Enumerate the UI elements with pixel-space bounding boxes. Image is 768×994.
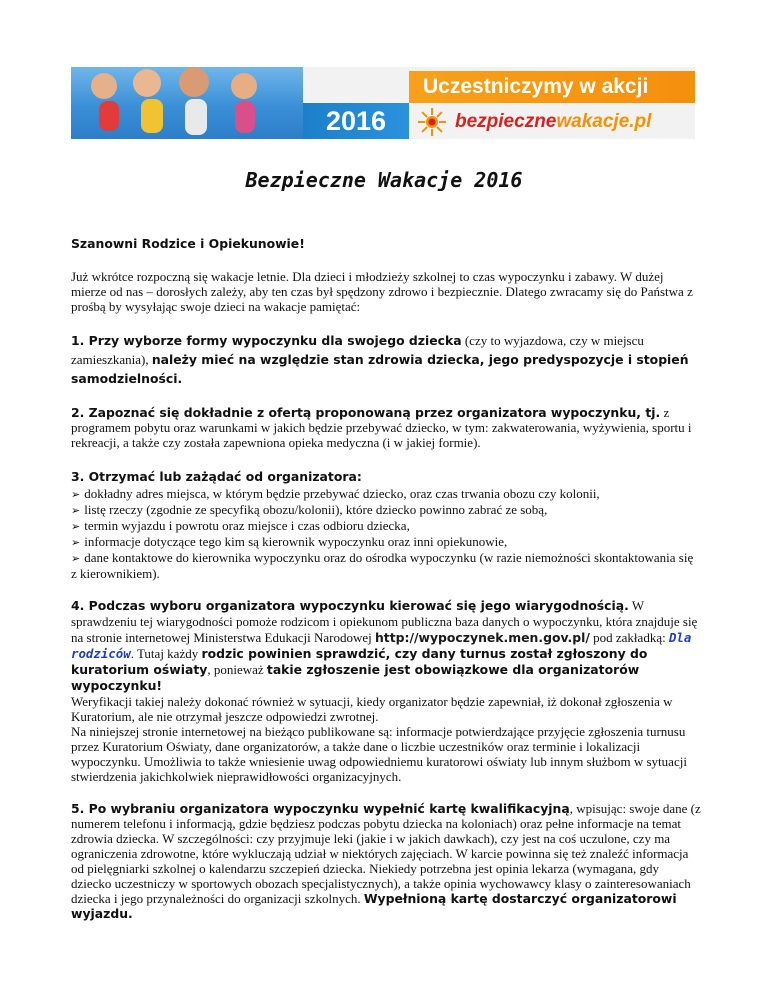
section-4-emphasis: rodzic powinien sprawdzić, czy dany turnus został zgłoszony do kuratorium oświaty (71, 646, 648, 677)
page-title: Bezpieczne Wakacje 2016 (245, 168, 523, 192)
section-4-verification: Weryfikacji takiej należy dokonać również w sytuacji, kiedy organizator będzie zapewniał, iż dokonał zgłoszenia w Kuratorium, ale nie otrzymał jeszcze odpowiedzi zwrotnej. (71, 694, 673, 724)
arrow-bullet-icon: ➢ (71, 552, 81, 565)
section-4-heading: 4. Podczas wyboru organizatora wypoczynku kierować się jego wiarygodnością. (71, 598, 629, 613)
arrow-bullet-icon: ➢ (71, 504, 81, 517)
section-4-published-info: Na niniejszej stronie internetowej na bieżąco publikowane są: informacje potwierdzające przyjęcie zgłoszenia turnusu przez Kuratorium Oświaty, dane organizatorów, a także dane o liczbie uczestników oraz terminie i lokalizacji wypoczynku. Umożliwia to także wniesienie uwag odpowiedniemu kuratorowi oświaty lub innym służbom w sytuacji stwierdzenia jakichkolwiek nieprawidłowości organizacyjnych. (71, 724, 687, 784)
section-1 (71, 331, 701, 388)
section-4-paragraph: 4. Podczas wyboru organizatora wypoczynku kierować się jego wiarygodnością. W sprawdzeniu tej wiarygodności pomoże rodzicom i opiekunom publiczna baza danych o wypoczynku, która znajduje się na stronie internetowej Ministerstwa Edukacji Narodowej http://wypoczynek.men.gov.pl/ pod zakładką: Dla rodziców. Tutaj każdy rodzic powinien sprawdzić, czy dany turnus został zgłoszony do kuratorium oświaty, ponieważ takie zgłoszenie jest obowiązkowe dla organizatorów wypoczynku! (71, 598, 698, 693)
section-5-text: , wpisując: swoje dane (z numerem telefonu i informacją, gdzie będziesz podczas pobytu dziecka na koloniach) oraz pełne informacje na temat zdrowia dziecka. W szczególności: czy przyjmuje leki (jakie i w jakich dawkach), czy jest na coś uczulone, czy ma ograniczenia zdrowotne, które wykluczają udział w niektórych zajęciach. W karcie powinna się też znaleźć informacja od pielęgniarki szkolnej o kalendarzu szczepień dziecka. Niekiedy potrzebna jest opinia lekarza (wymagana, gdy dziecko uczestniczy w sportowych obozach specjalistycznych), a także opinia wychowawcy klasy o zainteresowaniach dziecka i jego przynależności do organizacji szkolnych. (71, 801, 701, 906)
section-1-text: (czy to wyjazdowa, czy w miejscu zamieszkania), (71, 333, 644, 367)
section-4 (71, 598, 701, 784)
section-1-emphasis: należy mieć na względzie stan zdrowia dziecka, jego predyspozycje i stopień samodzielności. (71, 352, 689, 386)
campaign-banner[interactable] (71, 67, 695, 139)
banner-photo-kids-jumping (71, 67, 303, 139)
parents-tab-link[interactable]: Dla rodziców (71, 630, 692, 661)
sun-icon (417, 107, 447, 137)
brand-name: bezpiecznewakacje.pl (455, 111, 652, 132)
section-2-heading: 2. Zapoznać się dokładnie z ofertą proponowaną przez organizatora wypoczynku, tj. (71, 405, 661, 420)
intro-paragraph: Już wkrótce rozpoczną się wakacje letnie. Dla dzieci i młodzieży szkolnej to czas wypoczynku i zabawy. W dużej mierze od nas – dorosłych zależy, aby ten czas był spędzony zdrowo i bezpiecznie. Dlatego zwracamy się do Państwa z prośbą by wysyłając swoje dzieci na wakacje pamiętać: (71, 269, 693, 314)
section-2-text: z programem pobytu oraz warunkami w jakich będzie przebywać dziecko, w tym: zakwaterowania, wyżywienia, sportu i rekreacji, a także czy została zapewniona opieka medyczna (i w jakiej formie). (71, 405, 692, 450)
banner-year: 2016 (303, 103, 409, 139)
section-3-heading: 3. Otrzymać lub zażądać od organizatora: (71, 469, 362, 484)
section-4-warning: takie zgłoszenie jest obowiązkowe dla organizatorów wypoczynku! (71, 662, 640, 693)
arrow-bullet-icon: ➢ (71, 520, 81, 533)
arrow-bullet-icon: ➢ (71, 488, 81, 501)
section-1-heading: 1. Przy wyborze formy wypoczynku dla swojego dziecka (71, 333, 462, 348)
salutation: Szanowni Rodzice i Opiekunowie! (71, 236, 305, 251)
list-item: ➢ dane kontaktowe do kierownika wypoczynku oraz do ośrodka wypoczynku (w razie niemożności skontaktowania się z kierownikiem). (71, 550, 694, 581)
men-database-link[interactable]: http://wypoczynek.men.gov.pl/ (374, 630, 590, 645)
arrow-bullet-icon: ➢ (71, 536, 81, 549)
section-3-list (71, 486, 701, 581)
section-2 (71, 405, 701, 450)
section-5-heading: 5. Po wybraniu organizatora wypoczynku wypełnić kartę kwalifikacyjną (71, 801, 570, 816)
list-item: ➢ listę rzeczy (zgodnie ze specyfiką obozu/kolonii), które dziecko powinno zabrać ze sobą, (71, 502, 548, 517)
brand-logo (417, 107, 695, 137)
banner-slogan: Uczestniczymy w akcji (409, 71, 695, 103)
list-item: ➢ informacje dotyczące tego kim są kierownik wypoczynku oraz inni opiekunowie, (71, 534, 508, 549)
list-item: ➢ dokładny adres miejsca, w którym będzie przebywać dziecko, oraz czas trwania obozu czy kolonii, (71, 486, 600, 501)
section-5-emphasis: Wypełnioną kartę dostarczyć organizatorowi wyjazdu. (71, 891, 677, 921)
document-body (71, 236, 701, 921)
list-item: ➢ termin wyjazdu i powrotu oraz miejsce i czas odbioru dziecka, (71, 518, 410, 533)
section-3 (71, 467, 701, 581)
section-5 (71, 801, 701, 921)
